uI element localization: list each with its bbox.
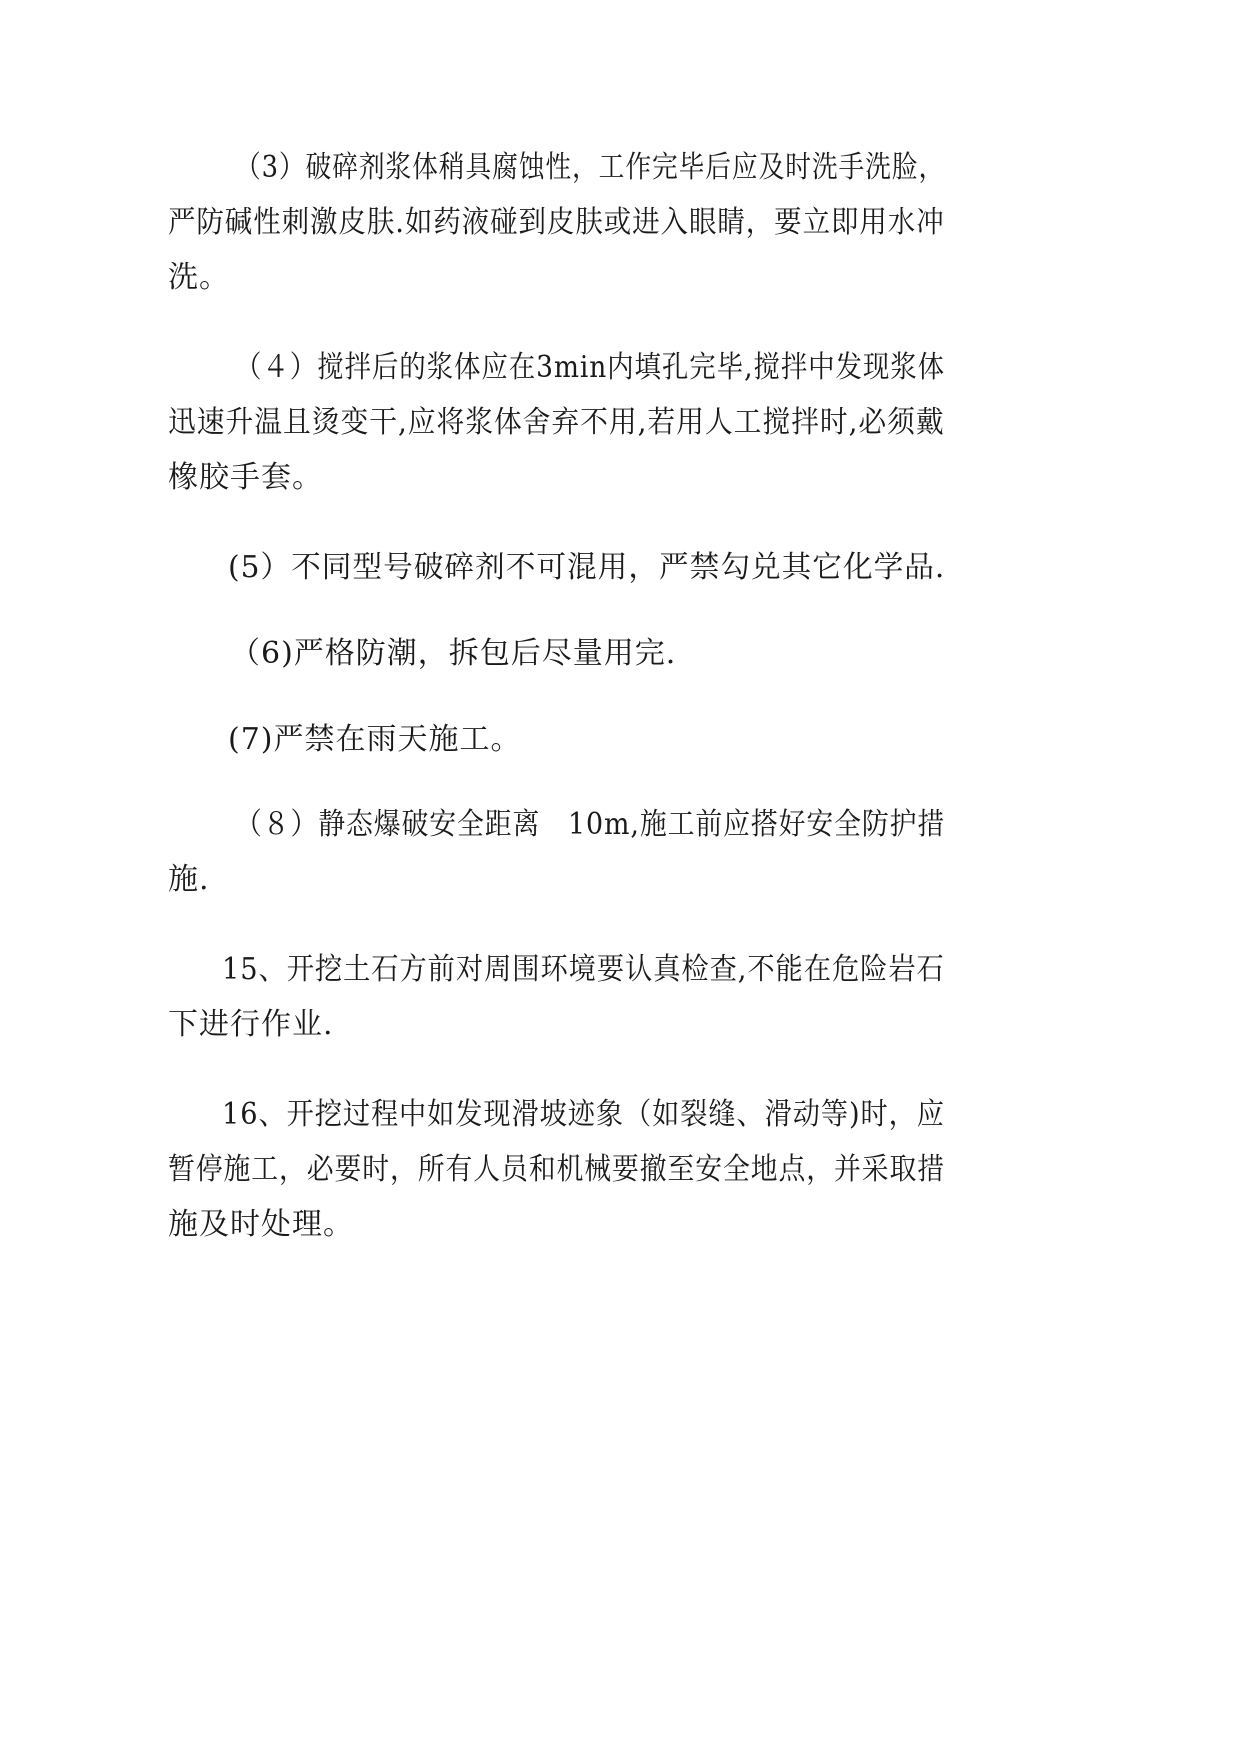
item-16-line-2: 暂停施工，必要时，所有人员和机械要撤至安全地点，并采取措 [168,1152,946,1187]
item-16-line-3: 施及时处理。 [168,1207,354,1242]
item-16-line-1: 16、开挖过程中如发现滑坡迹象（如裂缝、滑动等)时，应 [222,1097,945,1132]
paragraph-6-line-1: （6)严格防潮，拆包后尽量用完. [230,636,677,671]
paragraph-3-line-2: 严防碱性刺激皮肤.如药液碰到皮肤或进入眼睛，要立即用水冲 [168,205,945,240]
paragraph-8-line-1: （８）静态爆破安全距离 10m,施工前应搭好安全防护措 [235,807,946,842]
paragraph-7-line-1: (7)严禁在雨天施工。 [228,722,522,757]
item-15-line-2: 下进行作业. [168,1007,334,1042]
item-15-line-1: 15、开挖土石方前对周围环境要认真检查,不能在危险岩石 [222,952,945,987]
paragraph-3-line-1: （3）破碎剂浆体稍具腐蚀性，工作完毕后应及时洗手洗脸， [235,150,946,185]
paragraph-8-line-2: 施. [168,862,210,897]
paragraph-4-line-1: （４）搅拌后的浆体应在3min内填孔完毕,搅拌中发现浆体 [235,350,946,385]
paragraph-3-line-3: 洗。 [168,260,230,295]
paragraph-5-line-1: (5）不同型号破碎剂不可混用，严禁勾兑其它化学品. [228,550,946,585]
paragraph-4-line-2: 迅速升温且烫变干,应将浆体舍弃不用,若用人工搅拌时,必须戴 [168,405,945,440]
paragraph-4-line-3: 橡胶手套。 [168,460,323,495]
